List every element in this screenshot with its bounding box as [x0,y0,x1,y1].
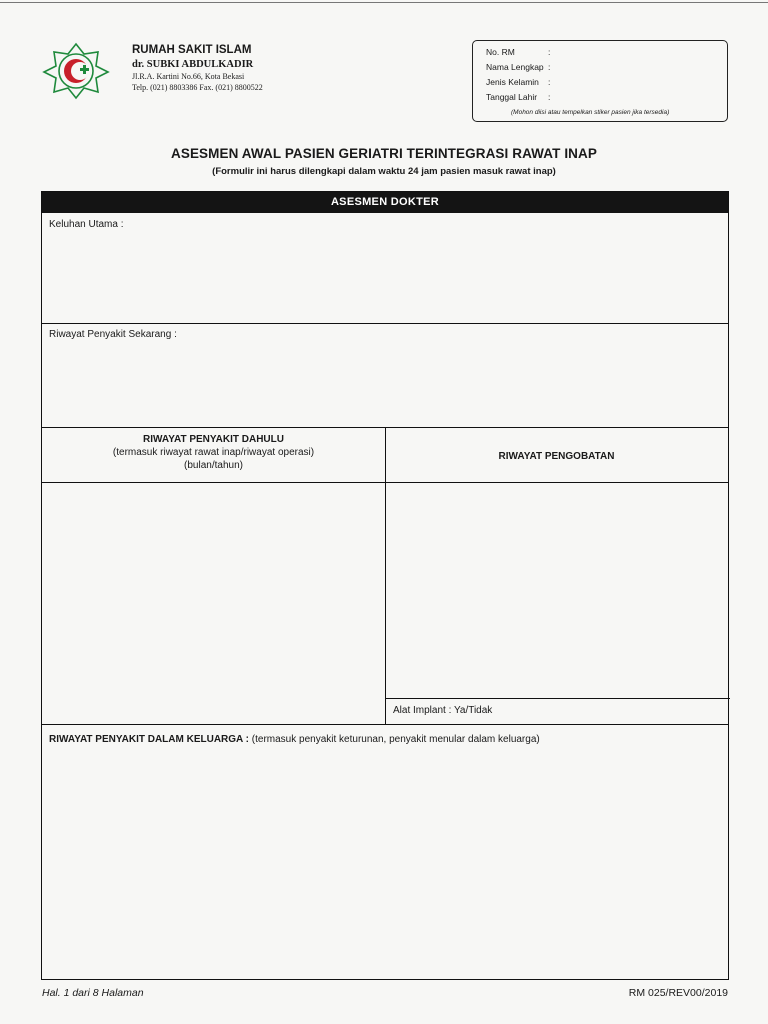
nama-lengkap-label: Nama Lengkap [486,62,544,72]
divider [42,724,728,725]
tanggal-lahir-label: Tanggal Lahir [486,92,538,102]
assessment-form [41,191,729,980]
hospital-logo-icon [36,40,116,100]
riwayat-sekarang-label: Riwayat Penyakit Sekarang : [49,329,177,340]
hospital-address: Jl.R.A. Kartini No.66, Kota Bekasi [132,72,245,81]
document-subtitle: (Formulir ini harus dilengkapi dalam waktu 24 jam pasien masuk rawat inap) [212,166,556,177]
hospital-info [132,44,263,92]
section-title-asesmen-dokter: ASESMEN DOKTER [42,192,728,213]
field-tanggal-lahir[interactable]: Tanggal Lahir : [486,92,551,102]
document-title: ASESMEN AWAL PASIEN GERIATRI TERINTEGRASI RAWAT INAP [171,146,597,161]
hospital-subtitle: dr. SUBKI ABDULKADIR [132,59,254,70]
divider [42,323,728,324]
riwayat-dahulu-title: RIWAYAT PENYAKIT DAHULU [143,434,284,445]
riwayat-keluarga-label [49,734,540,745]
riwayat-pengobatan-header [385,450,728,463]
keluhan-utama-label: Keluhan Utama : [49,219,124,230]
form-code: RM 025/REV00/2019 [628,987,728,999]
page-number: Hal. 1 dari 8 Halaman [42,987,144,999]
alat-implant-field[interactable]: Alat Implant : Ya/Tidak [393,705,493,716]
riwayat-dahulu-sub2: (bulan/tahun) [184,460,243,471]
implant-divider [385,698,730,699]
patient-id-note: (Mohon diisi atau tempelkan stiker pasien jika tersedia) [511,109,670,116]
field-nama-lengkap[interactable]: Nama Lengkap : [486,62,551,72]
riwayat-pengobatan-title: RIWAYAT PENGOBATAN [498,451,615,462]
riwayat-dahulu-header [42,433,385,472]
patient-id-box [472,40,728,122]
no-rm-label: No. RM [486,47,515,57]
riwayat-keluarga-title: RIWAYAT PENYAKIT DALAM KELUARGA : [49,734,250,745]
riwayat-keluarga-desc: (termasuk penyakit keturunan, penyakit menular dalam keluarga) [249,734,540,745]
field-jenis-kelamin[interactable]: Jenis Kelamin : [486,77,551,87]
divider [42,482,728,483]
riwayat-dahulu-sub1: (termasuk riwayat rawat inap/riwayat operasi) [112,447,315,458]
hospital-name: RUMAH SAKIT ISLAM [132,44,252,56]
column-divider [385,427,386,724]
scan-edge-line [0,2,768,3]
field-no-rm[interactable]: No. RM : [486,47,551,57]
jenis-kelamin-label: Jenis Kelamin [486,77,539,87]
hospital-phone: Telp. (021) 8803386 Fax. (021) 8800522 [132,83,263,92]
